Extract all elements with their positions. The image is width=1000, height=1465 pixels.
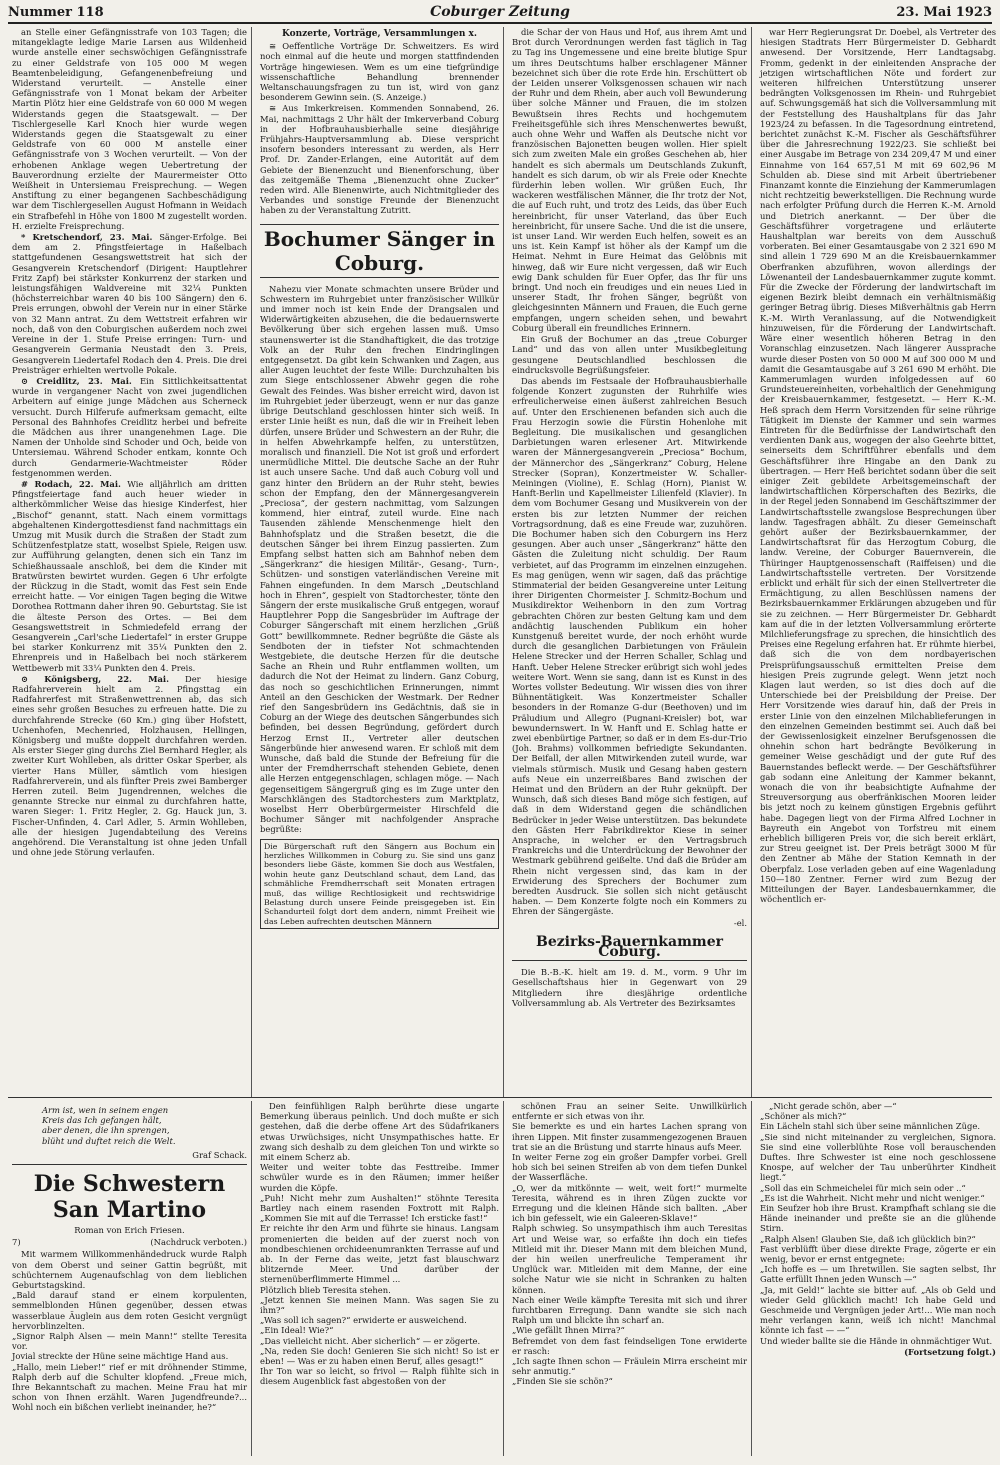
chapter-number: 7) bbox=[12, 1237, 21, 1248]
novel-column-1 bbox=[8, 1101, 252, 1456]
koenigsberg-article bbox=[12, 674, 247, 858]
continuation-note: (Fortsetzung folgt.) bbox=[904, 1346, 996, 1357]
issue-date: 23. Mai 1923 bbox=[896, 5, 992, 20]
dateline: ⊙ Creidlitz, 23. Mai. bbox=[21, 375, 132, 386]
column-1 bbox=[8, 27, 252, 1097]
creidlitz-article bbox=[12, 376, 247, 478]
novel-column-2 bbox=[256, 1101, 504, 1456]
chamber-article-start: Die B.-B.-K. hielt am 19. d. M., vorm. 9 Uhr im Gesellschaftshaus hier in Gegenwart von 29 Mitgliedern ihre diesjährige ordentliche Vollversammlung ab. Als Vertreter des Bezirksamtes bbox=[512, 967, 747, 1008]
article-headline: Bochumer Sänger in Coburg. bbox=[260, 224, 499, 278]
poem-line: Kreis das Ich gefangen hält, bbox=[42, 1115, 162, 1126]
speech-continuation: die Schar der von Haus und Hof, aus ihrem Amt und Brot durch Verordnungen werden fast täglich in Tag zu Tag ins Ungemessene und eine breite blutige Spur um ihres Deutschtums halber erschlagener Männer bezeichnet sich über die rote Erde hin. Erschüttert ob der Leiden unserer Volksgenossen schauen wir nach der Ruhr und dem Rhein, aber auch voll Bewunderung über solche Männer und Frauen, die im stolzen Bewußtsein ihres Rechts und hochgemutem Freiheitsgefühle sich ihres Menschenwertes bewußt, auch ohne Wehr und Waffen als Deutsche nicht vor französischen Bajonetten beugen wollen. Hier spielt sich zum zweiten Male ein großes Geschehen ab, hier handelt es sich abermals um Deutschlands Zukunft, handelt es sich darum, ob wir als Freie oder Knechte fürderhin leben wollen. Wir grüßen Euch, Ihr wackeren westfälischen Männer, die Ihr trotz der Not, die auf Euch ruht, und trotz des Leids, das über Euch hereinbricht, für unser Vaterland, das über Euch hereinbricht, für unsere Sache. Und die ist die unsere, ist unser Land. Wir werden Euch helfen, soweit es an uns ist. Kein Kampf ist höher als der Kampf um die Heimat. Nehmt in Eure Heimat das Gelöbnis mit hinweg, daß wir Eure nicht vergessen, daß wir Euch ewig Dank schulden für Euer Opfer, das Ihr für uns bringt. Und noch ein freudiges und ein neues Lied in unserer Stadt, Ihr frohen Sänger, begrüßt von gleichgesinnten Männern und Frauen, die Euch gerne empfangen, ungern scheiden sehen, und bewahrt Coburg überall ein freundliches Erinnern. bbox=[512, 27, 747, 333]
novel-text: Mit warmem Willkommenhändedruck wurde Ralph von dem Oberst und seiner Gattin begrüßt, mit schüchternem Augenaufschlag von dem lieblichen Geburtstagskind. „Bald darauf stand er einem korpulenten, semmelblonden Hünen gegenüber, dessen etwas wasserblaue Äuglein aus dem roten Gesicht vergnügt hervorblinzelten. „Signor Ralph Alsen — mein Mann!“ stellte Teresita vor. Jovial streckte der Hüne seine mächtige Hand aus. „Hallo, mein Lieber!“ rief er mit dröhnender Stimme, Ralph derb auf die Schulter klopfend. „Freue mich, Ihre Bekanntschaft zu machen. Meine Frau hat mir schon von Ihnen erzählt. Waren Jugendfreunde?... Wohl noch ein bißchen verliebt ineinander, he?“ bbox=[12, 1249, 247, 1413]
issue-number: Nummer 118 bbox=[8, 5, 104, 20]
dateline: # Rodach, 22. Mai. bbox=[21, 478, 121, 489]
rodach-article bbox=[12, 479, 247, 673]
mayor-speech-box: Die Bürgerschaft ruft den Sängern aus Bochum ein herzliches Willkommen in Coburg zu. Sie sind uns ganz besonders liebe Gäste, kommen Sie doch aus Westfalen, wohin heute ganz Deutschland schaut, dem Land, das schmähliche Fremdherrschaft seit Monaten ertragen muß, das willige Rechtlosigkeit und rechtswidrige Belastung durch unsere Feinde preisgegeben ist. Ein Schandurteil folgt dort dem andern, nimmt Freiheit wie das Leben aufrechten deutschen Männern bbox=[260, 839, 499, 930]
novel-author: Roman von Erich Friesen. bbox=[74, 1225, 185, 1236]
bochum-article-text: Nahezu vier Monate schmachten unsere Brüder und Schwestern im Ruhrgebiet unter französischer Willkür und immer noch ist kein Ende der Drangsalen und Widerwärtigkeiten abzusehen, die die bedauernswerte Bevölkerung über sich ergehen lassen muß. Umso staunenswerter ist die Standhaftigkeit, die das trotzige Volk an der Ruhr den frechen Eindringlingen entgegensetzt. Da gibt kein Schwanken und Zagen, aus aller Augen leuchtet der feste Wille: Durchzuhalten bis zum Siege entschlossener Abwehr gegen die rohe Gewalt des Feindes. Was bisher erreicht wird, davon ist im Ruhrgebiet jeder überzeugt, wenn er nur das ganze übrige Deutschland geschlossen hinter sich weiß. In erster Linie heißt es nun, daß die wir in Freiheit leben dürfen, unsere Brüder und Schwestern an der Ruhr, die in helfen Abwehrkampfe helfen, zu unterstützen, moralisch und finanziell. Die Not ist groß und erfordert unermüdliche Mittel. Die deutsche Sache an der Ruhr ist auch unsere Sache. Und daß auch Coburg voll und ganz hinter den Brüdern an der Ruhr steht, bewies schon der Empfang, den der Männergesangverein „Preciosa“, der gestern nachmittag, vom Salzungen kommend, hier eintraf, zuteil wurde. Eine nach Tausenden zählende Menschenmenge hielt den Bahnhofsplatz und die Straßen besetzt, die die deutschen Sänger bei ihrem Einzug passierten. Zum Empfang selbst hatten sich am Bahnhof neben dem „Sängerkranz“ die hiesigen Militär-, Gesang-, Turn-, Schützen- und sonstigen vaterländischen Vereine mit Fahnen eingefunden. In dem Marsch „Deutschland hoch in Ehren“, gespielt von Stadtorchester, tönte den Sängern der erste musikalische Gruß entgegen, worauf Hauptlehrer Popp die Sangesbrüder im Auftrage der Coburger Sängerschaft mit einem herzlichen „Grüß Gott“ bewillkommnete. Redner begrüßte die Gäste als Sendboten der in tiefster Not schmachtenden Westgebiete, die deutsche Herzen für die deutsche Sache an Rhein und Ruhr entflammen wollten, um dadurch die Not der Heimat zu lindern. Ganz Coburg, das noch so geschichtlichen Erinnerungen, nimmt Anteil an den Geschicken der Westmark. Der Redner rief den Sangesbrüdern ins Gedächtnis, daß sie in Coburg an der Wiege des deutschen Sängerbundes sich befinden, bei dessen Begründung, gefördert durch Herzog Ernst II., Vertreter aller deutschen Sängerbünde hier anwesend waren. Er schloß mit dem Wunsche, daß bald die Stunde der Befreiung für die unter der Fremdherrschaft stehenden Gebiete, denen alle Herzen entgegenschlagen, schlagen möge. — Nach gegenseitigem Sängergruß ging es im Zuge unter den Marschklängen des Stadtorchesters zum Marktplatz, woselbst Herr Oberbürgermeister Hirschfeld die Bochumer Sänger mit nachfolgender Ansprache begrüßte: bbox=[260, 283, 499, 835]
poem-line: Arm ist, wen in seinem engen bbox=[42, 1105, 169, 1115]
article-text: Wie alljährlich am dritten Pfingstfeiertage fand auch heuer wieder in altherkömmlicher Weise das hiesige Kinderfest, hier „Bischof“ genannt, statt. Nach einem vormittags abgehaltenen Kindergottesdienst fand nachmittags ein Umzug mit Musik durch die Straßen der Stadt zum Schützenfestplatze statt, woselbst Spiele, Reigen usw. zur Aufführung gelangten, denen sich ein Tanz im Schießhaussaale anschloß, bei dem die Kinder mit Bratwürsten bewirtet wurden. Gegen 6 Uhr erfolgte der Rückzug in die Stadt, womit das Fest sein Ende erreicht hatte. — Vor einigen Tagen beging die Witwe Dorothea Rottmann daher ihren 90. Geburtstag. Sie ist die älteste Person des Ortes. — Bei dem Gesangswettstreit in Schmiedefeld errang der Gesangverein „Carl'sche Liedertafel“ in erster Gruppe bei starker Konkurrenz mit 35¼ Punkten den 2. Ehrenpreis und in Haßelbach bei noch stärkerem Wettbewerb mit 33¼ Punkten den 4. Preis. bbox=[12, 478, 248, 673]
novel-text: „Nicht gerade schön, aber —“ „Schöner als mich?“ Ein Lächeln stahl sich über seine männlichen Züge. „Sie sind nicht miteinander zu vergleichen, Signora. Sie sind eine vollerblühte Rose voll berauschenden Duftes. Ihre Schwester ist eine noch geschlossene Knospe, auf welcher der Tau unberührter Kindheit liegt.“ „Soll das ein Schmeichelei für mich sein oder ..“ „Es ist die Wahrheit. Nicht mehr und nicht weniger.“ Ein Seufzer hob ihre Brust. Krampfhaft schlang sie die Hände ineinander und preßte sie an die glühende Stirn. „Ralph Alsen! Glauben Sie, daß ich glücklich bin?“ Fast verblüfft über diese direkte Frage, zögerte er ein wenig, bevor er ernst entgegnete: „Ich hoffe es — um Ihretwillen. Sie sagten selbst, Ihr Gatte erfüllt Ihnen jeden Wunsch —“ „Ja, mit Geld!“ lachte sie bitter auf. „Als ob Geld und wieder Geld glücklich macht! Ich habe Geld und Geschmeide und Vergnügen jeder Art!... Wie man noch mehr verlangen kann, weiß ich nicht! Manchmal könnte ich fast — —“ Und wieder ballte sie die Hände in ohnmächtiger Wut. bbox=[760, 1101, 996, 1346]
beekeepers-notice: ≅ Aus Imkerkreisen. Kommenden Sonnabend, 26. Mai, nachmittags 2 Uhr hält der Imkerverband Coburg in der Hofbrauhausbierhalle seine diesjährige Frühjahrs-Hauptversammlung ab. Diese verspricht insofern besonders interessant zu werden, als Herr Prof. Dr. Zander-Erlangen, eine Autorität auf dem Gebiete der Bienenzucht und Bienenforschung, über das zeitgemäße Thema „Bienenzucht ohne Zucker“ reden wird. Alle Bienenwirte, auch Nichtmitglieder des Verbandes und sonstige Freunde der Bienenzucht haben zu der Veranstaltung Zutritt. bbox=[260, 103, 499, 216]
novel-title: Die Schwestern San Martino bbox=[33, 1171, 226, 1224]
article-text: Ein Sittlichkeitsattentat wurde in vergangener Nacht von zwei jugendlichen Arbeitern auf einige junge Mädchen aus Scherneck versucht. Durch Hilferufe aufmerksam gemacht, eilte Personal des Bahnhofes Creidlitz herbei und befreite die Mädchen aus ihrer unangenehmen Lage. Die Namen der Unholde sind Schoder und Och, beide von Untersiemau. Während Schoder entkam, konnte Och durch Gendarmerie-Wachtmeister Röder festgenommen werden. bbox=[12, 375, 247, 478]
novel-text: schönen Frau an seiner Seite. Unwillkürlich entfernte er sich etwas von ihr. Sie bemerkte es und ein hartes Lachen sprang von ihren Lippen. Mit finster zusammengezogenen Brauen trat sie an die Brüstung und starrte hinaus aufs Meer. In weiter Ferne zog ein großer Dampfer vorbei. Grell hob sich bei seinen Streifen ab von dem tiefen Dunkel der Wasserfläche. „O, wer da mitkönnte — weit, weit fort!“ murmelte Teresita, während es in ihren Zügen zuckte vor Erregung und die kleinen Hände sich ballten. „Aber ich bin gefesselt, wie ein Galeeren-Sklave!“ Ralph schwieg. So unsympathisch ihm auch Teresitas Art und Weise war, so erfaßte ihn doch ein tiefes Mitleid mit ihr. Dieser Mann mit dem bleichen Mund, der hin weilen unerfreuliche Temperament ihr Unglück war. Mitleiden mit dem Manne, der eine solche Natur wie sie nicht in Schranken zu halten können. Nach einer Weile kämpfte Teresita mit sich und ihrer furchtbaren Erregung. Dann wandte sie sich nach Ralph um und blickte ihn scharf an. „Wie gefällt Ihnen Mirra?“ Befremdet von dem fast feindseligen Tone erwiderte er rasch: „Ich sagte Ihnen schon — Fräulein Mirra erscheint mir sehr anmutig.“ „Finden Sie sie schön?“ bbox=[512, 1101, 747, 1387]
column-2 bbox=[256, 27, 504, 1097]
newspaper-title: Coburger Zeitung bbox=[430, 4, 570, 20]
upper-section bbox=[8, 27, 996, 1098]
feuilleton-section bbox=[8, 1101, 996, 1456]
chamber-article-continued: war Herr Regierungsrat Dr. Doebel, als Vertreter des hiesigen Stadtrats Herr Bürgermeister D. Gebhardt anwesend. Der Vorsitzende, Herr Landtagsabg. Fromm, gedenkt in der einleitenden Ansprache der jetzigen wirtschaftlichen Nöte und fordert zur weiteren hilfreichen Unterstützung unserer bedrängten Volksgenossen im Rhein- und Ruhrgebiet auf. Schwungsgemäß hat sich die Vollversammlung mit der Feststellung des Haushaltplans für das Jahr 1923/24 zu befassen. In die Tagesordnung eintretend, berichtet zunächst K.-M. Fischer als Geschäftsführer über die Jahresrechnung 1922/23. Sie schließt bei einer Ausgabe im Betrage von 234 209,47 M und einer Einnahme von 164 657,51 M mit 69 602,96 M Schulden ab. Diese sind mit Arbeit übertriebener Finanzamt konnte die Einziehung der Kammerumlagen nicht rechtzeitig bewerkstelligen. Die Rechnung wurde nach erfolgter Prüfung durch die Herren K.-M. Arnold und Dietrich anerkannt. — Der über die Geschäftsführer vorgetragene und erläuterte Haushaltplan war bereits von dem Ausschuß vorberaten. Bei einer Gesamtausgabe von 2 321 690 M sind allein 1 729 690 M an die Kreisbauernkammer Oberfranken abzuführen, wovon allerdings der Löwenanteil der Landesbauernkammer zugute kommt. Für die Zwecke der Förderung der landwirtschaft im eigenen Bezirk bleibt demnach ein verhältnismäßig geringer Betrag übrig. Dieses Mißverhältnis gab Herrn K.-M. Wirth Veranlassung, auf die Notwendigkeit hinzuweisen, für die Förderung der Landwirtschaft. Wäre einer wesentlich höheren Betrag in den Voranschlag einzusetzen. Nach längerer Aussprache wurde dieser Posten von 50 000 M auf 300 000 M und damit die Gesamtausgabe auf 3 261 690 M erhöht. Die Kammerumlagen wurden infolgedessen auf 60 Grundsteuereinheiten, vorbehaltlich der Genehmigung der Kreisbauernkammer, festgesetzt. — Herr K.-M. Heß sprach dem Herrn Vorsitzenden für seine rührige Tätigkeit im Dienste der Kammer und sein warmes Eintreten für die Bedürfnisse der Landwirtschaft den verdienten Dank aus, wogegen der also Geehrte bittet, seinerseits dem Schriftführer ebenfalls und dem Geschäftsführer ihre Hingabe an den Dank zu übertragen. — Herr Heß berichtet sodann über die seit einiger Zeit gebildete Arbeitsgemeinschaft der landwirtschaftlichen Körperschaften des Bezirks, die in der Regel jeden Sonnabend im Geschäftszimmer der Landwirtschaftsstelle zwangslose Besprechungen über landw. Tagesfragen abhält. Zu dieser Gemeinschaft gehört außer der Bezirksbauernkammer, der Landwirtschaftsrat für das Herzogtum Coburg, die landw. Vereine, der Coburger Bauernverein, die Thüringer Hauptgenossenschaft (Raiffeisen) und die Landwirtschaftsstelle vertreten. Der Vorsitzende erblickt und erhält für sich der einen Stellvertreter die Ermächtigung, zu allen Beschlüssen namens der Bezirksbauernkammer Erklärungen abzugeben und für sie zu zeichnen. — Herr Bürgermeister Dr. Gebhardt kam auf die in der letzten Vollversammlung erörterte Milchlieferungsfrage zu sprechen, die hinsichtlich des Preises eine Regelung erfahren hat. Er rühmte hierbei, daß sich die von dem nordbayerischen Preisprüfungsausschuß ermittelten Preise dem hiesigen Preis zugrunde gelegt. Wenn jetzt noch Klagen laut werden, so ist dies doch auf die Unterschiede bei der Preisbildung der Preise. Der Herr Vorsitzende wies darauf hin, daß der Preis in erster Linie von den einzelnen Milchablieferungen in den einzelnen Gemeinden bestimmt sei. Auch daß bei der Gewissenlosigkeit einzelner Berufsgenossen die ohnehin schon hart bedrängte Bevölkerung in gemeiner Weise geschädigt und der gute Ruf des Bauernstandes befleckt werde. — Der Geschäftsführer gab sodann eine Anleitung der Kammer bekannt, wonach die von ihr beabsichtigte Aufnahme der Streuversorgung aus oberfränkischen Mooren leider bis jetzt noch zu keinem günstigen Ergebnis geführt habe. Dagegen liegt von der Firma Alfred Lochner in Bayreuth ein Angebot von Torfstreu mit einem erheblich billigeren Preis vor, die sich bereit erklärt, zur Streu geeignet ist. Der Preis beträgt 3000 M für den Zentner ab Mähe der Station Kemnath in der Oberpfalz. Lose verladen geben auf eine Wagenladung 150—180 Zentner. Ferner wird zum Bezug der Mitteilungen der Bayer. Landesbauernkammer, die wöchentlich er- bbox=[760, 27, 996, 905]
dateline: * Kretschendorf, 23. Mai. bbox=[21, 232, 153, 243]
column-4 bbox=[756, 27, 1000, 1097]
chapter-line bbox=[12, 1237, 247, 1247]
masthead bbox=[8, 4, 992, 24]
article-text: Sänger-Erfolge. Bei dem am 2. Pfingstfeiertage in Haßelbach stattgefundenen Gesangswettstreit hat sich der Gesangverein Kretschendorf (Dirigent: Hauptlehrer Fritz Zapf) bei stärkster Konkurrenz der starken und leistungsfähigen Waldvereine mit 32¼ Punkten (höchsterreichbar waren 40 bis 100 Sängern) den 6. Preis errungen, obwohl der Verein nur in einer Stärke von 32 Mann antrat. Zu dem Wettstreit erfahren wir noch, daß von den Coburgischen außerdem noch zwei Vereine in der 1. Stufe Preise erringen: Turn- und Gesangverein Germania Neustadt den 3. Preis, Gesangverein Liedertafel Rodach den 4. Preis. Die drei Preisträger erhielten wertvolle Pokale. bbox=[12, 232, 247, 375]
kretschendorf-article bbox=[12, 232, 247, 375]
novel-column-3 bbox=[508, 1101, 752, 1456]
greeting-paragraph: Ein Gruß der Bochumer an das „treue Coburger Land“ und das von allen unter Musikbegleitung gesungene Deutschlandlied beschlossen die eindrucksvolle Begrüßungsfeier. bbox=[512, 334, 747, 375]
lectures-notice: ≅ Oeffentliche Vorträge Dr. Schweitzers. Es wird noch einmal auf die heute und morgen stattfindenden Vorträge hingewiesen. Wem es um eine tiefgründige wissenschaftliche Behandlung brennender Weltanschauungsfragen zu tun ist, wird von ganz besonderem Gewinn sein. (S. Anzeige.) bbox=[260, 41, 499, 103]
article-text: Der hiesige Radfahrerverein hielt am 2. Pfingsttag ein Radfahrerfest mit Straßenwettrennen ab, das sich eines sehr großen Besuches zu erfreuen hatte. Die zu durchfahrende Strecke (60 Km.) ging über Hofstett, Uchenhofen, Mechenried, Holzhausen, Hellingen, Königsberg und mußte doppelt durchfahren werden. Als erster Sieger ging durchs Ziel Bernhard Hegler, als zweiter Kurt Wohlleben, als dritter Oskar Sperber, als vierter Hans Müller, sämtlich vom hiesigen Radfahrerverein, und als fünfter Preis zwei Bamberger Herren zuteil. Beim Jugendrennen, welches die genannte Strecke nur einmal zu durchfahren hatte, waren Sieger: 1. Fritz Hegler, 2. Gg. Hauck jun, 3. Fischer-Unfinden, 4. Carl Adler, 5. Armin Wohlleben, alle der hiesigen Jugendabteilung des Vereins angehörend. Die Veranstaltung ist ohne jeden Unfall und ohne jede Störung verlaufen. bbox=[12, 673, 247, 858]
poem-line: blüht und duftet reich die Welt. bbox=[42, 1135, 176, 1146]
author-signature: -el. bbox=[733, 917, 747, 928]
section-heading: Konzerte, Vorträge, Versammlungen x. bbox=[281, 29, 478, 39]
novel-text: Den feinfühligen Ralph berührte diese ungarte Bemerkung überaus peinlich. Und doch mußte er sich gestehen, daß die derbe offene Art des Südafrikaners etwas Urwüchsiges, nicht Unsympathisches hatte. Er zwang sich deshalb zu dem gleichen Ton und wirkte so mit einem Scherz ab. Weiter und weiter tobte das Festtreibe. Immer schwüler wurde es in den Räumen; immer heißer wurden die Köpfe. „Puh! Nicht mehr zum Aushalten!“ stöhnte Teresita Bartley nach einem rasenden Foxtrott mit Ralph. „Kommen Sie mit auf die Terrasse! Ich ersticke fast!“ Er reichte ihr den Arm und führte sie hinaus. Langsam promenierten die beiden auf der zuerst noch von mondbeschienen orchideenumrankten Terrasse auf und ab. In der Ferne das weite, jetzt fast blauschwarz blitzernde Meer. Und darüber der sternenüberflimmerte Himmel ... Plötzlich blieb Teresita stehen. „Jetzt kennen Sie meinen Mann. Was sagen Sie zu ihm?“ „Was soll ich sagen?“ erwiderte er ausweichend. „Ein Ideal! Wie?“ „Das vielleicht nicht. Aber sicherlich“ — er zögerte. „Na, reden Sie doch! Genieren Sie sich nicht! So ist er eben! — Was er zu haben einen Beruf, alles gesagt!“ Ihr Ton war so leicht, so frivol — Ralph fühlte sich in diesem Augenblick fast abgestoßen von der bbox=[260, 1101, 499, 1387]
concert-report: Das abends im Festsaale der Hofbrauhausbierhalle folgende Konzert zugunsten der Ruhrhilfe wies erfreulicherweise einen äußerst zahlreichen Besuch auf. Unter den Erschienenen befanden sich auch die Frau Herzogin sowie die Fürstin Hohenlohe mit Begleitung. Die musikalischen und gesanglichen Darbietungen waren erlesener Art. Mitwirkende waren der Männergesangverein „Preciosa“ Bochum, der Männerchor des „Sängerkranz“ Coburg, Helene Strecker (Sopran), Konzertmeister W. Schaller-Meiningen (Violine), E. Schlag (Horn), Pianist W. Hanft-Berlin und Kapellmeister Lilienfeld (Klavier). In dem vom Bochumer Gesang und Musikverein von der ersten bis zur letzten Nummer der reichen Vortragsordnung, daß es eine Freude war, zuzuhören. Die Bochumer haben sich den Coburgern ins Herz gesungen. Aber auch unser „Sängerkranz“ hätte den Gästen die Zuleitung nicht schuldig. Der Raum verbietet, auf das Programm im einzelnen einzugehen. Es mag genügen, wenn wir sagen, daß das prächtige Stimmaterial der beiden Gesangvereine unter Leitung ihrer Dirigenten Chormeister J. Schmitz-Bochum und Musikdirektor Weihenborn in den zum Vortrag gebrachten Chören zur besten Geltung kam und dem andächtig lauschenden Publikum ein hoher Kunstgenuß bereitet wurde, der noch erhöht wurde durch die gesanglichen Darbietungen von Fräulein Helene Strecker und der Herren Schaller, Schlag und Hanft. Ueber Helene Strecker erübrigt sich wohl jedes weitere Wort. Wenn sie sang, dann ist es Kunst in des Wortes vollster Bedeutung. Wir wissen dies von ihrer Bühnentätigkeit. Was Konzertmeister Schaller besonders in der Romanze G-dur (Beethoven) und im Präludium und Allegro (Pugnani-Kreisler) bot, war bewundernswert. In W. Hanft und E. Schlag hatte er zwei ebenbürtige Partner, so daß er in dem Es-dur-Trio (Joh. Brahms) vollkommen befriedigte Sekundanten. Der Beifall, der allen Mitwirkenden zuteil wurde, war vielmals stürmisch. Musik und Gesang haben gestern aufs Neue ein unzerreißbares Band zwischen der Heimat und den Brüdern an der Ruhr geknüpft. Der Wunsch, daß sich dieses Band möge sich festigen, auf daß in dem Widerstand gegen die schändlichen Bedrücker in jeder Weise unterstützen. Das bekundete den Gästen Herr Fabrikdirektor Kiese in seiner Ansprache, in welcher er den Vertragsbruch Frankreichs und die Unterdrückung der Bewohner der Westmark gebührend geißelte. Und daß die Brüder am Rhein nicht vergessen sind, das kam in der Erwiderung des Sprechers der Bochumer zum beredten Ausdruck. Sie sollen sich nicht getäuscht haben. — Dem Konzerte folgte noch ein Kommers zu Ehren der Sängergäste. bbox=[512, 375, 747, 917]
poem-line: aber denen, die ihn sprengen, bbox=[42, 1125, 170, 1136]
court-report: an Stelle einer Gefängnisstrafe von 103 Tagen; die mitangeklagte ledige Marie Larsen aus Wildenheid wurde anstelle einer sechswöchigen Gefängnisstrafe zu einer Geldstrafe von 105 000 M wegen Beamtenbeleidigung, Gefangenenbefreiung und Widerstand verurteilt. — Anstelle einer Gefängnisstrafe von 1 Monat bekam der Arbeiter Martin Plötz hier eine Geldstrafe von 60 000 M wegen Widerstands gegen die Staatsgewalt. — Der Tischlergeselle Karl Knoch hier wurde wegen Widerstands gegen die Staatsgewalt zu einer Geldstrafe von 60 000 M anstelle einer Gefängnisstrafe von 3 Wochen verurteilt. — Von der erhobenen Anklage wegen Uebertretung der Bauverordnung erzielte der Maurermeister Otto Weißheit in Untersiemau Freisprechung. — Wegen Anstiftung zu einer begangenen Sachbeschädigung war dem Tischlergesellen August Hofmann in Weidach ein Strafbefehl in Höhe von 1800 M zugestellt worden. H. erzielte Freisprechung. bbox=[12, 27, 247, 231]
poem-author: Graf Schack. bbox=[192, 1149, 247, 1160]
divider bbox=[12, 1164, 247, 1165]
reprint-note: (Nachdruck verboten.) bbox=[150, 1237, 247, 1248]
motto-poem bbox=[12, 1105, 247, 1146]
column-3 bbox=[508, 27, 752, 1097]
dateline: ⊙ Königsberg, 22. Mai. bbox=[21, 673, 169, 684]
novel-column-4 bbox=[756, 1101, 1000, 1456]
article-headline: Bezirks-Bauernkammer Coburg. bbox=[512, 934, 747, 961]
